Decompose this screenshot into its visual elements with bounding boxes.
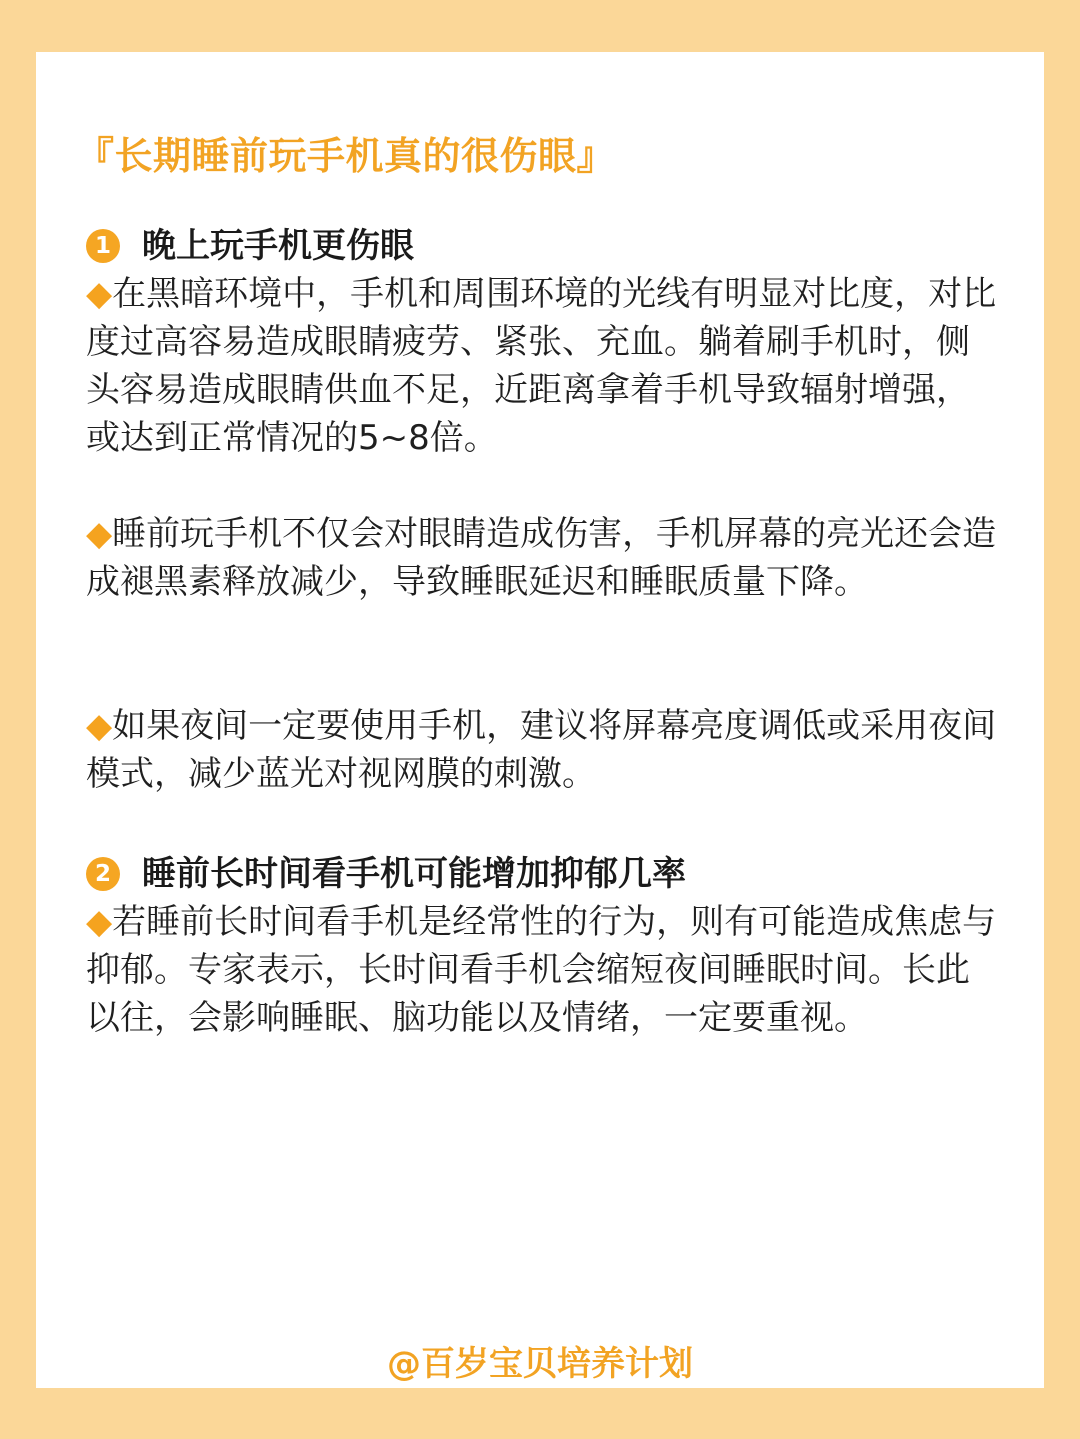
paragraph-text: 若睡前长时间看手机是经常性的行为，则有可能造成焦虑与抑郁。专家表示，长时间看手机会缩短夜间睡眠时间。长此以往，会影响睡眠、脑功能以及情绪，一定要重视。 xyxy=(86,902,997,1038)
paragraph-text: 在黑暗环境中，手机和周围环境的光线有明显对比度，对比度过高容易造成眼睛疲劳、紧张、充血。躺着刷手机时，侧头容易造成眼睛供血不足，近距离拿着手机导致辐射增强，或达到正常情况的5~8倍。 xyxy=(86,274,997,458)
diamond-bullet-icon: ◆ xyxy=(86,706,113,746)
section-2-heading xyxy=(86,850,686,898)
diamond-bullet-icon: ◆ xyxy=(86,902,113,942)
section-1-heading-text: 晚上玩手机更伤眼 xyxy=(142,226,414,266)
diamond-bullet-icon: ◆ xyxy=(86,514,113,554)
section-1-paragraph-1 xyxy=(86,270,998,462)
diamond-bullet-icon: ◆ xyxy=(86,274,113,314)
section-2-heading-text: 睡前长时间看手机可能增加抑郁几率 xyxy=(142,854,686,894)
section-2-paragraph-1 xyxy=(86,898,998,1042)
paragraph-text: 如果夜间一定要使用手机，建议将屏幕亮度调低或采用夜间模式，减少蓝光对视网膜的刺激。 xyxy=(86,706,997,794)
section-1-paragraph-2 xyxy=(86,510,998,606)
author-watermark: @百岁宝贝培养计划 xyxy=(387,1344,693,1384)
paragraph-text: 睡前玩手机不仅会对眼睛造成伤害，手机屏幕的亮光还会造成褪黑素释放减少，导致睡眠延迟和睡眠质量下降。 xyxy=(86,514,997,602)
number-badge-1: 1 xyxy=(86,229,120,263)
page-title: 『长期睡前玩手机真的很伤眼』 xyxy=(76,134,616,178)
section-1-paragraph-3 xyxy=(86,702,998,798)
number-badge-2: 2 xyxy=(86,857,120,891)
section-1-heading xyxy=(86,222,414,270)
